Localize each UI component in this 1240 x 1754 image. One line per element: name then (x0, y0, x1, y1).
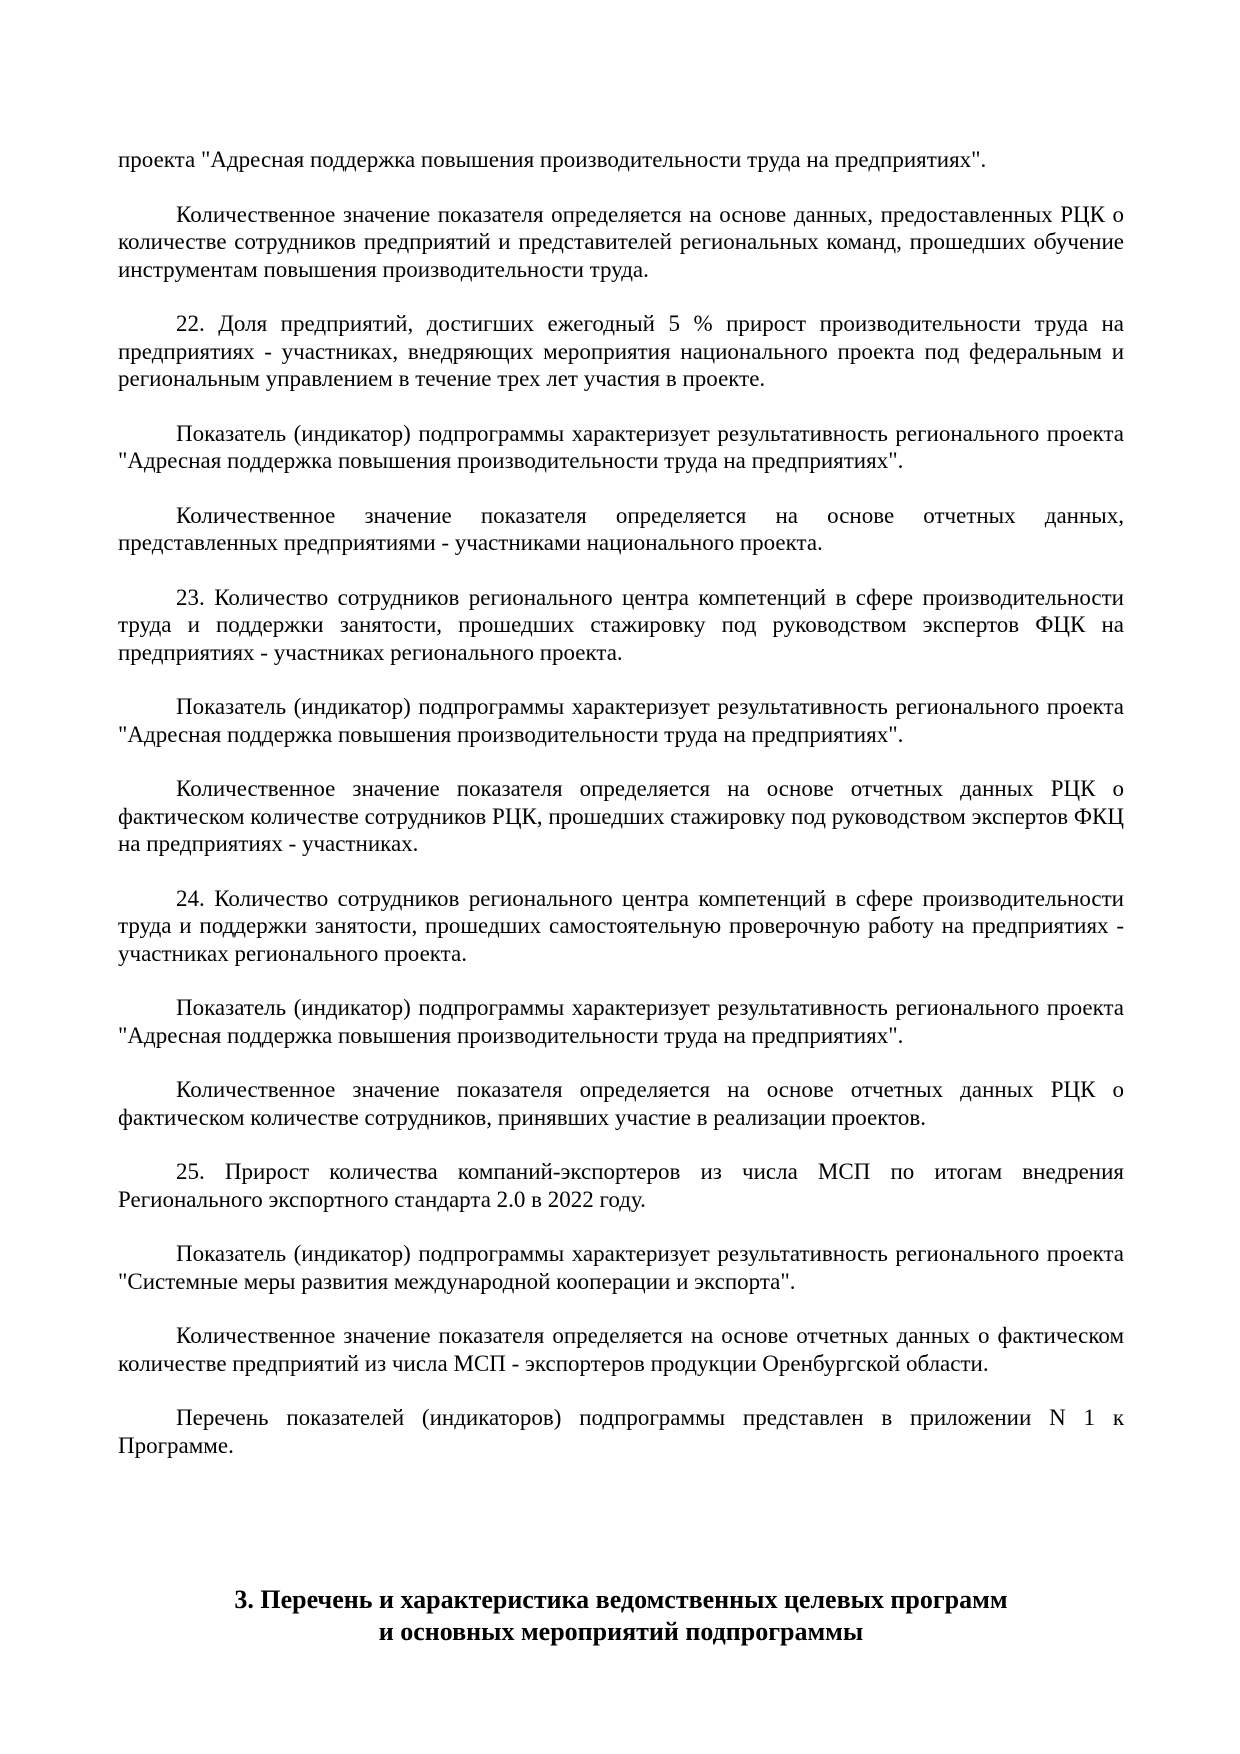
section-heading-line-1: 3. Перечень и характеристика ведомственных целевых программ (234, 1585, 1008, 1614)
paragraph-14: Количественное значение показателя определяется на основе отчетных данных о фактическом количестве предприятий из числа МСП - экспортеров продукции Оренбургской области. (118, 1323, 1124, 1376)
paragraph-5: Количественное значение показателя определяется на основе отчетных данных, представленных предприятиями - участниками национального проекта. (118, 502, 1124, 555)
paragraph-12: 25. Прирост количества компаний-экспортеров из числа МСП по итогам внедрения Регионального экспортного стандарта 2.0 в 2022 году. (118, 1159, 1124, 1212)
paragraph-10: Показатель (индикатор) подпрограммы характеризует результативность регионального проекта "Адресная поддержка повышения производительности труда на предприятиях". (118, 995, 1124, 1048)
paragraph-7: Показатель (индикатор) подпрограммы характеризует результативность регионального проекта "Адресная поддержка повышения производительности труда на предприятиях". (118, 694, 1124, 747)
paragraph-6: 23. Количество сотрудников регионального центра компетенций в сфере производительности труда и поддержки занятости, прошедших стажировку под руководством экспертов ФЦК на предприятиях - участниках регионального проекта. (118, 584, 1124, 665)
section-heading-line-2: и основных мероприятий подпрограммы (378, 1617, 864, 1646)
paragraph-2: Количественное значение показателя определяется на основе данных, предоставленных РЦК о количестве сотрудников предприятий и представителей региональных команд, прошедших обучение инструментам повышения производительности труда. (118, 201, 1124, 282)
paragraph-11: Количественное значение показателя определяется на основе отчетных данных РЦК о фактическом количестве сотрудников, принявших участие в реализации проектов. (118, 1077, 1124, 1130)
paragraph-4: Показатель (индикатор) подпрограммы характеризует результативность регионального проекта "Адресная поддержка повышения производительности труда на предприятиях". (118, 420, 1124, 473)
paragraph-8: Количественное значение показателя определяется на основе отчетных данных РЦК о фактическом количестве сотрудников РЦК, прошедших стажировку под руководством экспертов ФКЦ на предприятиях - участниках. (118, 776, 1124, 856)
paragraph-1: проекта "Адресная поддержка повышения производительности труда на предприятиях". (118, 147, 987, 172)
body-text (118, 146, 1124, 1486)
paragraph-9: 24. Количество сотрудников регионального центра компетенций в сфере производительности труда и поддержки занятости, прошедших самостоятельную проверочную работу на предприятиях - участниках регионального проекта. (118, 885, 1124, 966)
paragraph-15: Перечень показателей (индикаторов) подпрограммы представлен в приложении N 1 к Программе. (118, 1405, 1124, 1458)
paragraph-13: Показатель (индикатор) подпрограммы характеризует результативность регионального проекта "Системные меры развития международной кооперации и экспорта". (118, 1241, 1124, 1294)
section-heading (118, 1584, 1124, 1648)
paragraph-3: 22. Доля предприятий, достигших ежегодный 5 % прирост производительности труда на предприятиях - участниках, внедряющих мероприятия национального проекта под федеральным и региональным управлением в течение трех лет участия в проекте. (118, 311, 1124, 391)
